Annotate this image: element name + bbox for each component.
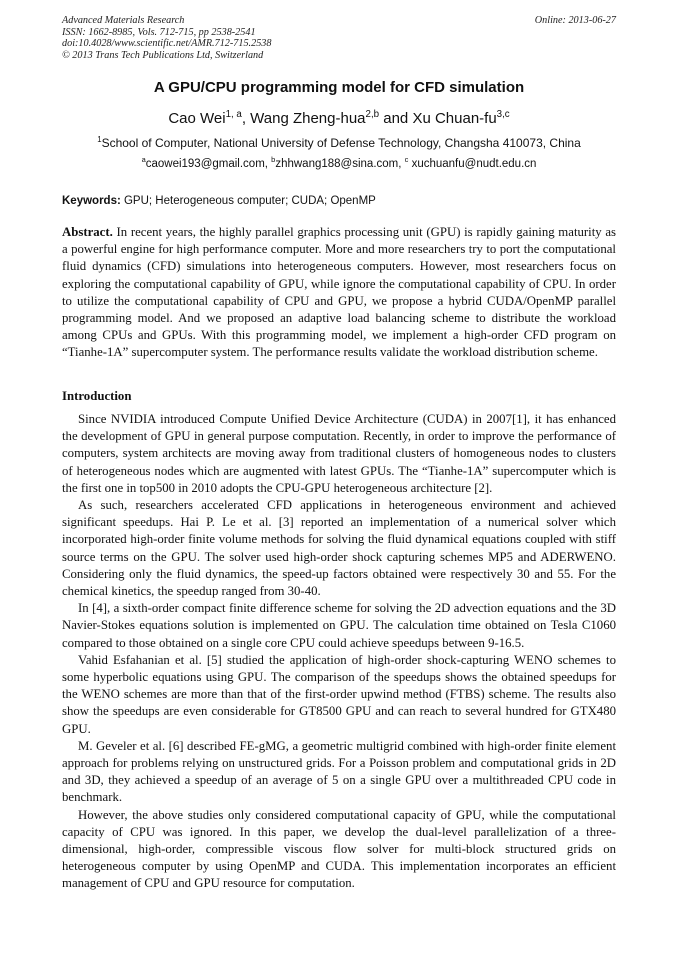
paragraph: In [4], a sixth-order compact finite difference scheme for solving the 2D advection equations and the 3D Navier-Stokes equations solution is implemented on GPU. The calculation time obtained on Tesla C1060 compared to those obtained on a single core CPU could achieve speedups between 9-16.5. (62, 601, 616, 650)
email-address: xuchuanfu@nudt.edu.cn (408, 158, 537, 170)
abstract-label: Abstract. (62, 225, 113, 239)
author-name: and Xu Chuan-fu (379, 110, 497, 127)
copyright-line: © 2013 Trans Tech Publications Ltd, Switzerland (62, 49, 264, 61)
email-superscript: c (404, 155, 409, 165)
email-address: zhhwang188@sina.com, (275, 158, 405, 170)
keywords (62, 195, 616, 207)
paper-title: A GPU/CPU programming model for CFD simulation (153, 79, 525, 96)
online-date: Online: 2013-06-27 (534, 15, 616, 26)
email-superscript: b (271, 155, 276, 165)
author-emails (62, 155, 616, 170)
journal-name: Advanced Materials Research (62, 15, 185, 26)
paragraph: Vahid Esfahanian et al. [5] studied the application of high-order shock-capturing WENO schemes to some hyperbolic equations using GPU. The comparison of the speedups shows the obtained speedups for the WENO schemes are more than that of the first-order upwind method (FTBS) scheme. The results also show the speedups are even considerable for GT8500 GPU and can reach to several hundred for GTX480 GPU. (62, 652, 616, 736)
affiliation (62, 136, 616, 150)
section-heading-introduction: Introduction (62, 389, 132, 403)
paragraph: Since NVIDIA introduced Compute Unified Device Architecture (CUDA) in 2007[1], it has enhanced the development of GPU in general purpose computation. Recently, in order to improve the performance of computers, system architects are moving away from traditional clusters of homogeneous nodes to clusters of heterogeneous nodes which are augmented with latest GPUs. The “Tianhe-1A” supercomputer which is the first one in top500 in 2010 adopts the CPU-GPU heterogeneous architecture [2]. (62, 412, 616, 495)
author-superscript: 3,c (496, 109, 510, 120)
issn-line: ISSN: 1662-8985, Vols. 712-715, pp 2538-2541 (62, 26, 256, 38)
doi-line: doi:10.4028/www.scientific.net/AMR.712-715.2538 (62, 38, 272, 50)
affiliation-superscript: 1 (97, 135, 102, 144)
author-superscript: 2,b (365, 109, 380, 120)
author-superscript: 1, a (225, 109, 242, 120)
author-list (62, 110, 616, 127)
publication-header (62, 15, 616, 61)
affiliation-text: School of Computer, National University of Defense Technology, Changsha 410073, China (101, 136, 581, 150)
keywords-text: GPU; Heterogeneous computer; CUDA; OpenMP (120, 195, 376, 207)
paragraph: As such, researchers accelerated CFD applications in heterogeneous environment and achieved significant speedups. Hai P. Le et al. [3] reported an implementation of a numerical solver which incorporated high-order finite volume methods for solving the fluid dynamical equations coupled with stiff source terms on the GPU. The solver used high-order shock capturing schemes MP5 and ADERWENO. Considering only the fluid dynamics, the speed-up factors obtained were respectively 30 and 55. For the chemical kinetics, the speedup ranged from 30-40. (62, 498, 616, 599)
paragraph: However, the above studies only considered computational capacity of GPU, while the computational capacity of CPU was ignored. In this paper, we develop the dual-level parallelization of a three-dimensional, high-order, compressible viscous flow solver for multi-block structured grids on heterogeneous computer by using OpenMP and CUDA. This implementation incorporates an efficient management of CPU and GPU resource for computation. (62, 807, 616, 891)
introduction-body (62, 411, 616, 893)
keywords-label: Keywords: (62, 195, 121, 207)
email-address: caowei193@gmail.com, (145, 158, 272, 170)
email-superscript: a (141, 155, 146, 165)
paragraph: M. Geveler et al. [6] described FE-gMG, a geometric multigrid combined with high-order finite element approach for problems relying on unstructured grids. For a Poisson problem and computational grids in 2D and 3D, they achieved a speedup of an average of 5 on a single GPU over a multithreaded CPU code in benchmark. (62, 738, 616, 805)
author-name: Cao Wei (168, 110, 226, 127)
abstract-text: In recent years, the highly parallel graphics processing unit (GPU) is rapidly gaining maturity as a powerful engine for high performance computer. More and more researchers try to port the computational fluid dynamics (CFD) simulations into heterogeneous computers. However, most researchers focus on exploring the computational capability of GPU, while ignore the computational capability of CPU. In order to utilize the computational capability of CPU and GPU, we propose a hybrid CUDA/OpenMP parallel programming model. And we proposed an adaptive load balancing scheme to distribute the workload among CPUs and GPUs. With this programming model, we implement a high-order CFD program on “Tianhe-1A” supercomputer system. The performance results validate the workload distribution scheme. (62, 225, 616, 360)
author-name: , Wang Zheng-hua (241, 110, 366, 127)
abstract (62, 224, 616, 362)
